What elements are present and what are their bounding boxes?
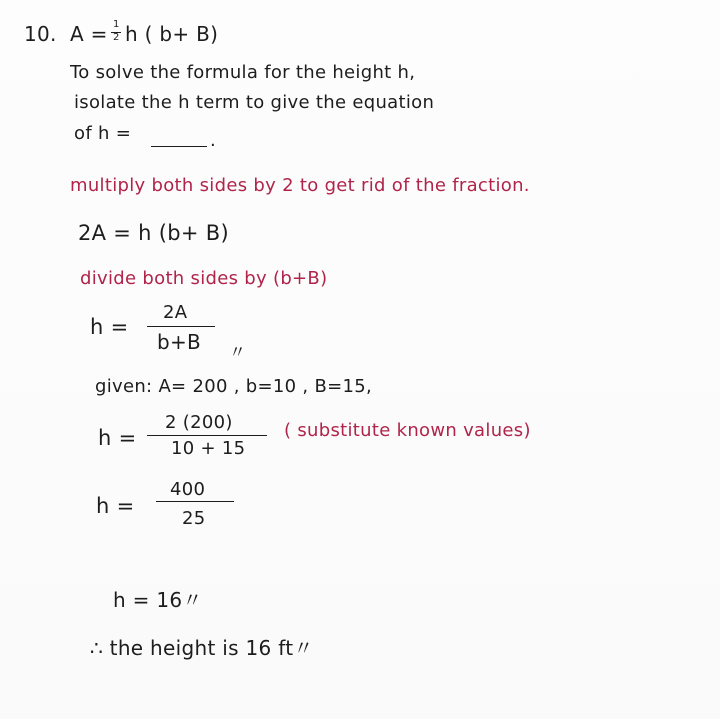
calculation-fraction-bar	[156, 501, 234, 502]
h-solved-numerator: 2A	[163, 302, 188, 323]
formula-half-denominator: 2	[113, 32, 120, 43]
instruction-line-2: isolate the h term to give the equation	[74, 92, 435, 113]
substitution-numerator: 2 (200)	[165, 412, 233, 433]
substitution-denominator: 10 + 15	[171, 438, 246, 459]
formula-left: A =	[70, 22, 108, 46]
result-equation: h = 16〃	[113, 588, 203, 612]
calculation-left: h =	[96, 494, 135, 518]
substitution-left: h =	[98, 426, 137, 450]
multiply-note: multiply both sides by 2 to get rid of the fraction.	[70, 175, 530, 196]
answer-blank	[151, 146, 207, 147]
problem-number: 10.	[24, 22, 57, 46]
calculation-numerator: 400	[170, 479, 206, 500]
substitution-fraction-bar	[147, 435, 267, 436]
divide-note: divide both sides by (b+B)	[80, 268, 328, 289]
instruction-line-1: To solve the formula for the height h,	[70, 62, 416, 83]
calculation-denominator: 25	[182, 508, 206, 529]
multiplied-equation: 2A = h (b+ B)	[78, 221, 229, 245]
instruction-line-3-end: .	[210, 130, 217, 151]
given-values: given: A= 200 , b=10 , B=15,	[95, 376, 373, 397]
h-solved-left: h =	[90, 315, 129, 339]
conclusion: ∴ the height is 16 ft〃	[90, 636, 314, 660]
h-solved-fraction-bar	[147, 326, 215, 327]
h-solved-mark: 〃	[229, 343, 247, 363]
substitution-note: ( substitute known values)	[284, 420, 531, 441]
h-solved-denominator: b+B	[157, 330, 202, 354]
formula-right: h ( b+ B)	[125, 22, 219, 46]
formula-half-numerator: 1	[113, 19, 120, 30]
instruction-line-3: of h =	[74, 123, 132, 144]
